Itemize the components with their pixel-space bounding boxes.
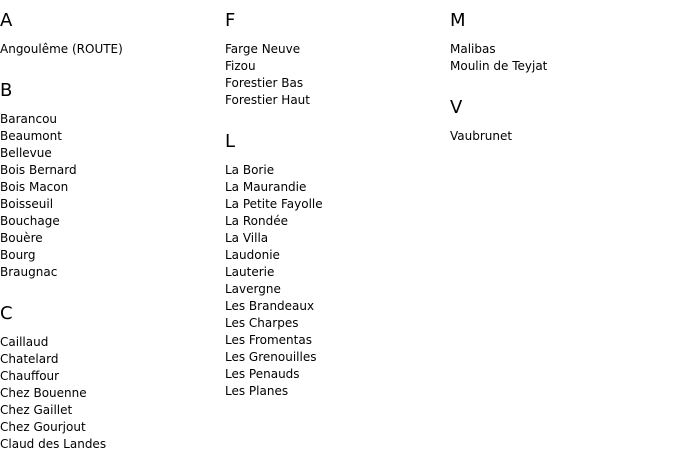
list-item [225, 75, 445, 92]
list-item [0, 419, 220, 436]
place-link-claud-des-landes[interactable]: Claud des Landes [0, 437, 107, 451]
list-item [225, 298, 445, 315]
place-link-bouchage[interactable]: Bouchage [0, 214, 60, 228]
place-link-boisseuil[interactable]: Boisseuil [0, 197, 54, 211]
list-item [0, 213, 220, 230]
list-item [0, 230, 220, 247]
list-item [225, 92, 445, 109]
place-link-beaumont[interactable]: Beaumont [0, 129, 62, 143]
place-link-angouleme-route[interactable]: Angoulême (ROUTE) [0, 42, 123, 56]
place-link-lauterie[interactable]: Lauterie [225, 265, 275, 279]
list-item [225, 196, 445, 213]
place-list [0, 111, 220, 281]
letter-group-f [225, 10, 445, 109]
list-item [0, 385, 220, 402]
list-item [225, 162, 445, 179]
place-link-chez-bouenne[interactable]: Chez Bouenne [0, 386, 87, 400]
place-link-la-maurandie[interactable]: La Maurandie [225, 180, 307, 194]
list-item [225, 315, 445, 332]
list-item [225, 41, 445, 58]
list-item [0, 111, 220, 128]
list-item [0, 436, 220, 453]
list-item [0, 162, 220, 179]
place-link-la-villa[interactable]: La Villa [225, 231, 269, 245]
list-item [0, 128, 220, 145]
list-item [225, 349, 445, 366]
list-item [0, 351, 220, 368]
index-column-3 [450, 0, 670, 145]
place-link-chatelard[interactable]: Chatelard [0, 352, 59, 366]
letter-group-l [225, 131, 445, 400]
letter-heading-f: F [225, 10, 236, 31]
place-link-lavergne[interactable]: Lavergne [225, 282, 281, 296]
index-column-2 [225, 0, 445, 400]
list-item [225, 247, 445, 264]
list-item [225, 179, 445, 196]
index-column-1 [0, 0, 220, 453]
list-item [225, 58, 445, 75]
list-item [0, 334, 220, 351]
place-link-caillaud[interactable]: Caillaud [0, 335, 49, 349]
list-item [450, 58, 670, 75]
place-link-les-planes[interactable]: Les Planes [225, 384, 289, 398]
list-item [0, 368, 220, 385]
list-item [450, 128, 670, 145]
list-item [0, 264, 220, 281]
list-item [0, 179, 220, 196]
place-list [450, 41, 670, 75]
list-item [0, 41, 220, 58]
place-list [225, 162, 445, 400]
list-item [0, 145, 220, 162]
place-list [225, 41, 445, 109]
list-item [0, 196, 220, 213]
list-item [225, 281, 445, 298]
place-link-les-brandeaux[interactable]: Les Brandeaux [225, 299, 315, 313]
letter-heading-m: M [450, 10, 466, 31]
letter-group-v [450, 97, 670, 145]
place-list [450, 128, 670, 145]
letter-heading-l: L [225, 131, 236, 152]
place-link-forestier-bas[interactable]: Forestier Bas [225, 76, 304, 90]
place-link-la-rondee[interactable]: La Rondée [225, 214, 288, 228]
list-item [225, 213, 445, 230]
place-link-la-borie[interactable]: La Borie [225, 163, 275, 177]
letter-heading-v: V [450, 97, 463, 118]
letter-heading-b: B [0, 80, 13, 101]
place-link-braugnac[interactable]: Braugnac [0, 265, 58, 279]
place-link-barancou[interactable]: Barancou [0, 112, 58, 126]
list-item [0, 402, 220, 419]
list-item [225, 366, 445, 383]
letter-group-m [450, 10, 670, 75]
letter-heading-c: C [0, 303, 13, 324]
letter-group-b [0, 80, 220, 281]
place-link-chez-gaillet[interactable]: Chez Gaillet [0, 403, 73, 417]
place-link-laudonie[interactable]: Laudonie [225, 248, 280, 262]
list-item [225, 264, 445, 281]
place-link-bouere[interactable]: Bouère [0, 231, 43, 245]
list-item [450, 41, 670, 58]
place-link-forestier-haut[interactable]: Forestier Haut [225, 93, 310, 107]
list-item [0, 247, 220, 264]
place-link-farge-neuve[interactable]: Farge Neuve [225, 42, 301, 56]
place-link-bois-macon[interactable]: Bois Macon [0, 180, 69, 194]
place-link-moulin-de-teyjat[interactable]: Moulin de Teyjat [450, 59, 548, 73]
place-link-malibas[interactable]: Malibas [450, 42, 496, 56]
place-link-chez-gourjout[interactable]: Chez Gourjout [0, 420, 86, 434]
place-link-les-fromentas[interactable]: Les Fromentas [225, 333, 312, 347]
place-link-les-grenouilles[interactable]: Les Grenouilles [225, 350, 317, 364]
letter-heading-a: A [0, 10, 13, 31]
place-link-chauffour[interactable]: Chauffour [0, 369, 60, 383]
place-link-vaubrunet[interactable]: Vaubrunet [450, 129, 513, 143]
place-link-bellevue[interactable]: Bellevue [0, 146, 52, 160]
letter-group-a [0, 10, 220, 58]
place-link-fizou[interactable]: Fizou [225, 59, 256, 73]
place-link-la-petite-fayolle[interactable]: La Petite Fayolle [225, 197, 323, 211]
place-link-bois-bernard[interactable]: Bois Bernard [0, 163, 77, 177]
list-item [225, 332, 445, 349]
list-item [225, 230, 445, 247]
place-link-les-penauds[interactable]: Les Penauds [225, 367, 300, 381]
list-item [225, 383, 445, 400]
place-list [0, 334, 220, 453]
place-link-les-charpes[interactable]: Les Charpes [225, 316, 299, 330]
place-list [0, 41, 220, 58]
place-link-bourg[interactable]: Bourg [0, 248, 36, 262]
letter-group-c [0, 303, 220, 453]
